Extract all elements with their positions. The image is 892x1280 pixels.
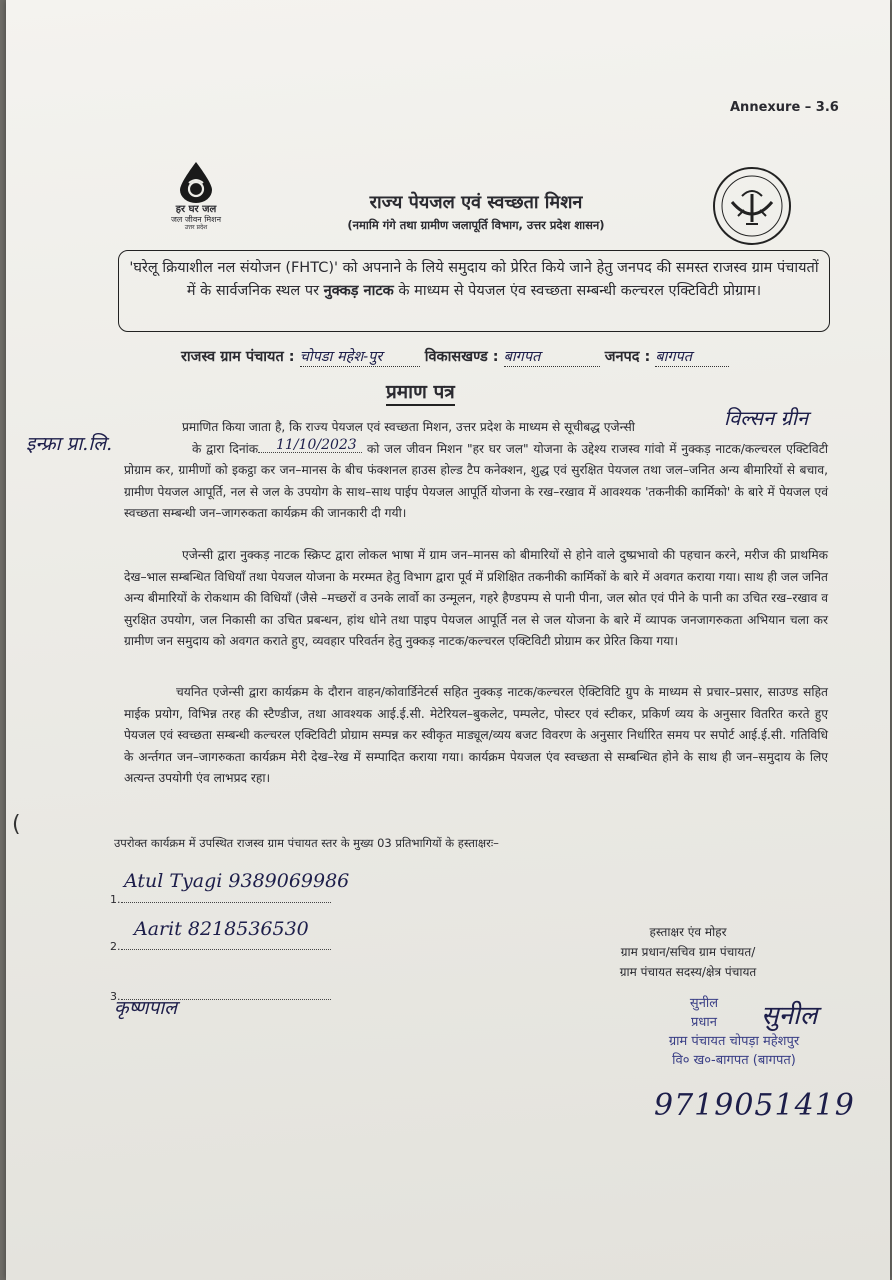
p1-text-a: प्रमाणित किया जाता है, कि राज्य पेयजल एवं स्वच्छता मिशन, उत्तर प्रदेश के माध्यम से सूचीबद्ध एजेन्सी [182,420,635,434]
logo-line-1: हर घर जल [175,204,217,215]
panchayat-value: चोपडा महेश-पुर [300,346,420,367]
water-drop-icon [176,160,216,204]
paragraph-1 [124,417,828,525]
participant-line-1: 1. [110,893,331,906]
mission-title: राज्य पेयजल एवं स्वच्छता मिशन [369,192,583,213]
paragraph-2: एजेन्सी द्वारा नुक्कड़ नाटक स्क्रिप्ट द्वारा लोकल भाषा में ग्राम जन–मानस को बीमारियों से होने वाले दुष्प्रभावो की पहचान करने, मरीज की प्राथमिक देख–भाल सम्बन्धित विधियाँ तथा पेयजल योजना के मरम्मत हेतु विभाग द्वारा पूर्व में प्रशिक्षित तकनीकी कार्मिकों के बारे में अवगत कराया गया। साथ ही जल जनित अन्य बीमारियों के रोकथाम की विधियाँ (जैसे –मच्छरों व उनके लार्वो का उन्मूलन, गहरे हैण्डपम्प से पानी पीना, जल स्रोत एवं पीने के पानी का उचित रख–रखाव व सुरक्षित उपयोग, जल निकासी का उचित प्रबन्धन, हांथ धोने तथा पाइप पेयजल आपूर्ति नल से जल योजना के बारे में व्यापक जनजागरुकता अभियान चला कर ग्रामीण जन समुदाय को अवगत कराते हुए, व्यवहार परिवर्तन हेतु नुक्कड़ नाटक/कल्चरल एक्टिविटी प्रोग्राम कर प्रेरित किया गया। [124,548,828,648]
title-bold: नुक्कड़ नाटक [323,283,394,299]
up-govt-emblem [712,166,792,250]
handwritten-date: 11/10/2023 [276,437,357,453]
official-line-1: हस्ताक्षर एंव मोहर [649,925,727,939]
title-part-2: के माध्यम से पेयजल एंव स्वच्छता सम्बन्धी कल्चरल एक्टिविटी प्रोग्राम। [393,283,762,299]
mission-subtitle: (नमामि गंगे तथा ग्रामीण जलापूर्ति विभाग, उत्तर प्रदेश शासन) [347,218,605,232]
document-page [6,0,890,1280]
pradhan-signature: सुनील [761,1001,818,1031]
stamp-name: सुनील [689,996,719,1011]
margin-mark: ( [12,812,21,837]
handwritten-agency-name: विल्सन ग्रीन [724,406,809,430]
official-line-3: ग्राम पंचायत सदस्य/क्षेत्र पंचायत [619,965,757,979]
certificate-title: प्रमाण पत्र [386,378,455,406]
title-part-1: 'घरेलू क्रियाशील नल संयोजन (FHTC)' को अपनाने के लिये समुदाय को प्रेरित किये जाने हेतु जनपद की समस्त राजस्व ग्राम पंचायतों में के सार्वजनिक स्थल पर [129,260,819,299]
stamp-role: प्रधान [691,1015,717,1030]
p1-text-b: के द्वारा दिनांक [192,441,259,456]
district-label: जनपद : [604,349,651,365]
har-ghar-jal-logo [161,160,231,231]
stamp-block: वि० ख०-बागपत (बागपत) [672,1053,796,1068]
p1-text-c: को जल जीवन मिशन "हर घर जल" योजना के उद्देश्य राजस्व गांवो में नुक्कड़ नाटक/कल्चरल एक्टिविटी प्रोग्राम कर, ग्रामीणों को इकट्ठा कर जन–मानस के बीच फंक्शनल हाउस होल्ड टैप कनेक्शन, शुद्ध एवं सुरक्षित पेयजल तथा जल–जनित अन्य बीमारियों से बचाव, ग्रामीण पेयजल आपूर्ति, नल से जल के उपयोग के साथ–साथ पाईप पेयजल आपूर्ति योजना के रख–रखाव में आवश्यक 'तकनीकी कार्मिको' के बारे में पेयजल एवं स्वच्छता सम्बन्धी जन–जागरुकता कार्यक्रम की जानकारी दी गयी। [124,441,828,520]
participant-line-2: 2. [110,940,331,953]
participant-signature-3: कृष्णपाल [114,997,178,1019]
block-value: बागपत [504,346,600,367]
district-value: बागपत [655,346,729,367]
logo-line-3: उत्तर प्रदेश [184,224,208,231]
location-row [181,346,729,367]
participant-line-3: 3. [110,990,331,1003]
stamp-panchayat: ग्राम पंचायत चोपड़ा महेशपुर [668,1034,800,1049]
paragraph-3: चयनित एजेन्सी द्वारा कार्यक्रम के दौरान वाहन/कोवार्डिनेटर्स सहित नुक्कड़ नाटक/कल्चरल ऐक्टिविटि ग्रुप के माध्यम से प्रचार–प्रसार, साउण्ड सहित माईक प्रयोग, विभिन्न तरह की स्टैण्डीज, तथा आवश्यक आई.ई.सी. मेटेरियल–बुकलेट, पम्पलेट, पोस्टर एवं स्टीकर, प्रकिर्ण व्यय के अनुसार वितरित करते हुए पेयजल एवं स्वच्छता सम्बन्धी कल्चरल एक्टिविटी प्रोग्राम सम्पन्न कर स्वीकृत माड्यूल/व्यय बजट विवरण के अनुसार निर्धारित समय पर सपोर्ट आई.ई.सी. गतिविधि के अर्न्तगत जन–जागरुकता कार्यक्रम मेरी देख–रेख में सम्पादित कराया गया। कार्यक्रम पेयजल एंव स्वच्छता से सम्बन्धित होने के साथ ही जन–समुदाय के लिए अत्यन्त उपयोगी एंव लाभप्रद रहा। [124,685,828,785]
participants-intro: उपरोक्त कार्यक्रम में उपस्थित राजस्व ग्राम पंचायत स्तर के मुख्य 03 प्रतिभागियों के हस्ताक्षरः– [114,836,499,850]
official-signature-block [588,922,788,982]
official-line-2: ग्राम प्रधान/सचिव ग्राम पंचायत/ [620,945,756,959]
block-label: विकासखण्ड : [424,349,499,365]
participant-signature-2: Aarit 8218536530 [134,918,309,940]
participant-signature-1: Atul Tyagi 9389069986 [124,870,350,892]
annexure-label: Annexure – 3.6 [730,100,839,115]
logo-line-2: जल जीवन मिशन [170,215,222,224]
program-title-box [118,250,830,332]
emblem-icon [712,166,792,246]
panchayat-label: राजस्व ग्राम पंचायत : [181,349,295,365]
handwritten-agency-name-2: इन्फ्रा प्रा.लि. [26,433,113,455]
pradhan-phone: 9719051419 [654,1088,855,1123]
